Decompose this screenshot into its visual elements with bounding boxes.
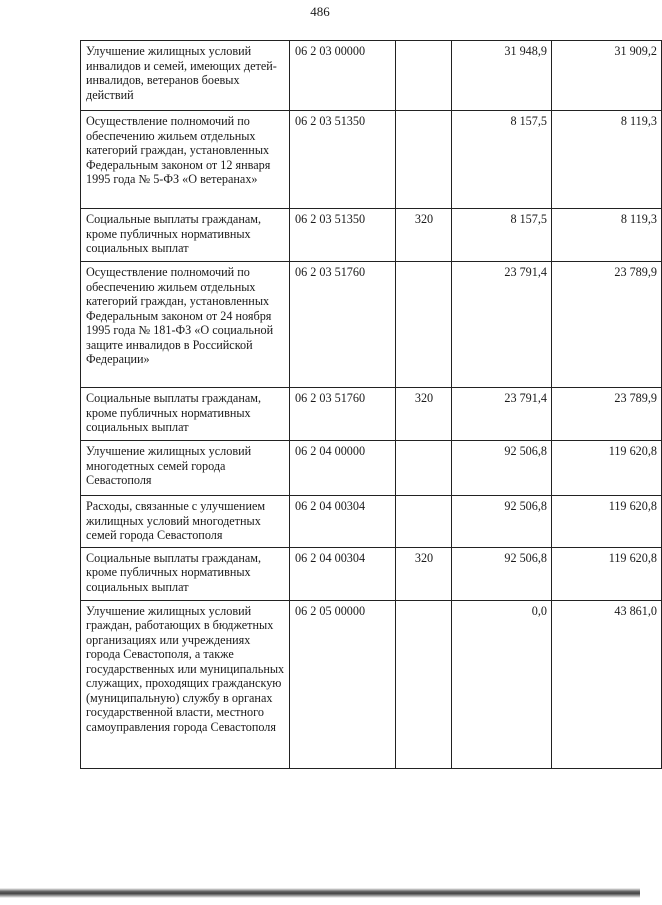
row-sum-approved-cell: 43 861,0 (552, 600, 662, 768)
table-row (81, 441, 662, 496)
row-sum-approved-cell: 23 789,9 (552, 262, 662, 388)
row-code-cell: 06 2 03 51350 (290, 209, 396, 262)
row-vr-cell (396, 41, 452, 111)
row-sum-approved-cell: 8 119,3 (552, 111, 662, 209)
row-name-cell: Улучшение жилищных условий инвалидов и семей, имеющих детей-инвалидов, ветеранов боевых действий (81, 41, 290, 111)
table-row (81, 600, 662, 768)
row-vr-cell: 320 (396, 388, 452, 441)
row-code-cell: 06 2 04 00304 (290, 496, 396, 548)
row-code-cell: 06 2 04 00000 (290, 441, 396, 496)
row-sum-current-cell: 0,0 (452, 600, 552, 768)
row-code-cell: 06 2 04 00304 (290, 547, 396, 600)
row-sum-approved-cell: 8 119,3 (552, 209, 662, 262)
table-row (81, 547, 662, 600)
row-code-cell: 06 2 03 51760 (290, 388, 396, 441)
table-row (81, 262, 662, 388)
row-sum-current-cell: 92 506,8 (452, 441, 552, 496)
table-row (81, 41, 662, 111)
row-vr-cell: 320 (396, 547, 452, 600)
row-name-cell: Социальные выплаты гражданам, кроме публичных нормативных социальных выплат (81, 209, 290, 262)
table-row (81, 388, 662, 441)
row-name-cell: Осуществление полномочий по обеспечению жильем отдельных категорий граждан, установленных Федеральным законом от 24 ноября 1995 года № 181-ФЗ «О социальной защите инвалидов в Российской Федерации» (81, 262, 290, 388)
row-code-cell: 06 2 03 51350 (290, 111, 396, 209)
row-name-cell: Улучшение жилищных условий граждан, работающих в бюджетных организациях или учреждениях города Севастополя, а также государственных или муниципальных служащих, проходящих гражданскую (муниципальную) службу в органах государственной власти, местного самоуправления города Севастополя (81, 600, 290, 768)
row-sum-current-cell: 23 791,4 (452, 388, 552, 441)
row-sum-current-cell: 31 948,9 (452, 41, 552, 111)
row-sum-current-cell: 92 506,8 (452, 547, 552, 600)
budget-table (80, 40, 662, 769)
row-name-cell: Улучшение жилищных условий многодетных семей города Севастополя (81, 441, 290, 496)
table-row (81, 496, 662, 548)
table-row (81, 111, 662, 209)
row-code-cell: 06 2 05 00000 (290, 600, 396, 768)
row-name-cell: Расходы, связанные с улучшением жилищных условий многодетных семей города Севастополя (81, 496, 290, 548)
table-row (81, 209, 662, 262)
row-sum-current-cell: 92 506,8 (452, 496, 552, 548)
page-number: 486 (310, 4, 330, 19)
row-vr-cell (396, 600, 452, 768)
row-sum-approved-cell: 119 620,8 (552, 496, 662, 548)
row-vr-cell (396, 441, 452, 496)
row-vr-cell: 320 (396, 209, 452, 262)
row-sum-current-cell: 8 157,5 (452, 209, 552, 262)
row-sum-approved-cell: 31 909,2 (552, 41, 662, 111)
row-vr-cell (396, 496, 452, 548)
scan-edge-artifact (0, 888, 640, 898)
row-vr-cell (396, 111, 452, 209)
row-sum-approved-cell: 119 620,8 (552, 441, 662, 496)
row-name-cell: Социальные выплаты гражданам, кроме публичных нормативных социальных выплат (81, 388, 290, 441)
row-vr-cell (396, 262, 452, 388)
row-sum-current-cell: 8 157,5 (452, 111, 552, 209)
row-name-cell: Осуществление полномочий по обеспечению жильем отдельных категорий граждан, установленных Федеральным законом от 12 января 1995 года № 5-ФЗ «О ветеранах» (81, 111, 290, 209)
row-name-cell: Социальные выплаты гражданам, кроме публичных нормативных социальных выплат (81, 547, 290, 600)
row-sum-current-cell: 23 791,4 (452, 262, 552, 388)
row-sum-approved-cell: 23 789,9 (552, 388, 662, 441)
row-code-cell: 06 2 03 00000 (290, 41, 396, 111)
row-sum-approved-cell: 119 620,8 (552, 547, 662, 600)
row-code-cell: 06 2 03 51760 (290, 262, 396, 388)
